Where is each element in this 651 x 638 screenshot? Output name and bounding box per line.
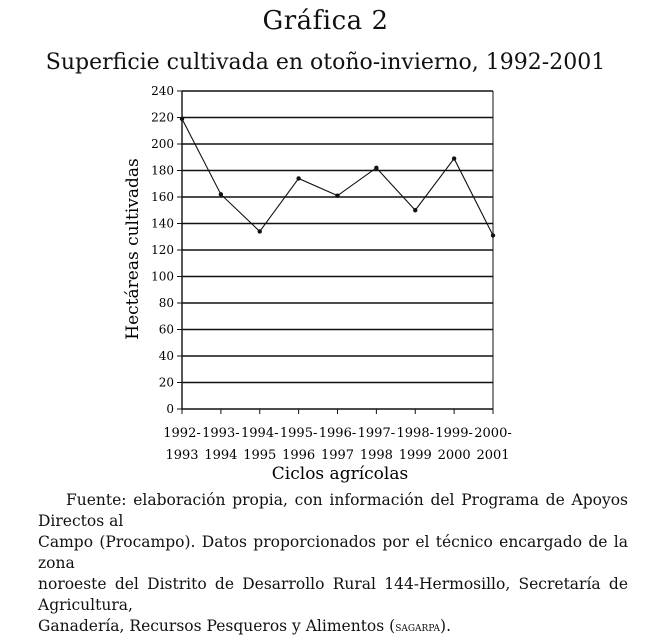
x-tick-label: 2001 [476,448,510,463]
y-tick-label: 220 [151,110,174,125]
data-point [296,176,300,180]
footnote-text: ). [440,617,452,635]
data-point [180,117,184,121]
x-tick-label: 1997- [357,426,396,441]
footnote-text: Ganadería, Recursos Pesqueros y Alimentos ( [38,617,396,635]
data-point [374,166,378,170]
x-tick-label: 1995 [243,448,277,463]
footnote-line: Fuente: elaboración propia, con información del Programa de Apoyos Directos al [38,491,628,530]
y-tick-label: 140 [151,216,174,231]
x-tick-label: 2000 [437,448,471,463]
footnote-last-line [38,616,628,638]
x-tick-label: 2000- [474,426,512,441]
x-tick-label: 1993 [165,448,199,463]
x-tick-label: 1996 [282,448,316,463]
data-point [491,233,495,237]
x-tick-label: 1995- [279,426,318,441]
x-tick-label: 1996- [318,426,357,441]
grid-lines [182,91,493,383]
y-tick-label: 40 [158,349,174,363]
data-point [335,193,339,197]
y-tick-label: 0 [166,402,174,416]
x-tick-label: 1999- [435,426,473,441]
y-tick-label: 60 [158,322,174,337]
y-tick-label: 180 [151,163,174,178]
chart-title: Superficie cultivada en otoño-invierno, 1992-2001 [45,50,606,75]
x-axis-label: Ciclos agrícolas [271,464,409,484]
x-tick-label: 1998- [396,426,434,441]
x-tick-label: 1994 [204,448,238,463]
series-line [182,119,493,236]
source-footnote [38,490,628,638]
data-point [413,208,417,212]
x-tick-label: 1999 [398,448,432,463]
x-axis-ticks [163,409,511,463]
chart-heading: Gráfica 2 [262,6,389,36]
x-tick-label: 1997 [320,448,355,463]
y-tick-label: 200 [151,137,174,151]
data-series [180,117,495,238]
data-point [452,156,456,160]
data-point [219,192,223,196]
x-tick-label: 1992- [163,426,201,441]
y-axis-label: Hectáreas cultivadas [123,158,143,340]
footnote-line: Campo (Procampo). Datos proporcionados por el técnico encargado de la zona [38,533,628,572]
footnote-acronym: sagarpa [395,620,441,635]
x-tick-label: 1994- [241,426,279,441]
y-tick-label: 160 [151,190,174,204]
y-tick-label: 240 [151,84,174,98]
x-tick-label: 1998 [359,448,393,463]
y-tick-label: 80 [158,296,174,310]
y-tick-label: 120 [151,243,174,257]
x-tick-label: 1993- [202,426,240,441]
data-point [258,229,262,233]
y-tick-label: 100 [151,269,174,284]
footnote-line: noroeste del Distrito de Desarrollo Rural 144-Hermosillo, Secretaría de Agricultura, [38,575,628,614]
y-tick-label: 20 [158,375,174,390]
y-axis-ticks [151,84,182,416]
